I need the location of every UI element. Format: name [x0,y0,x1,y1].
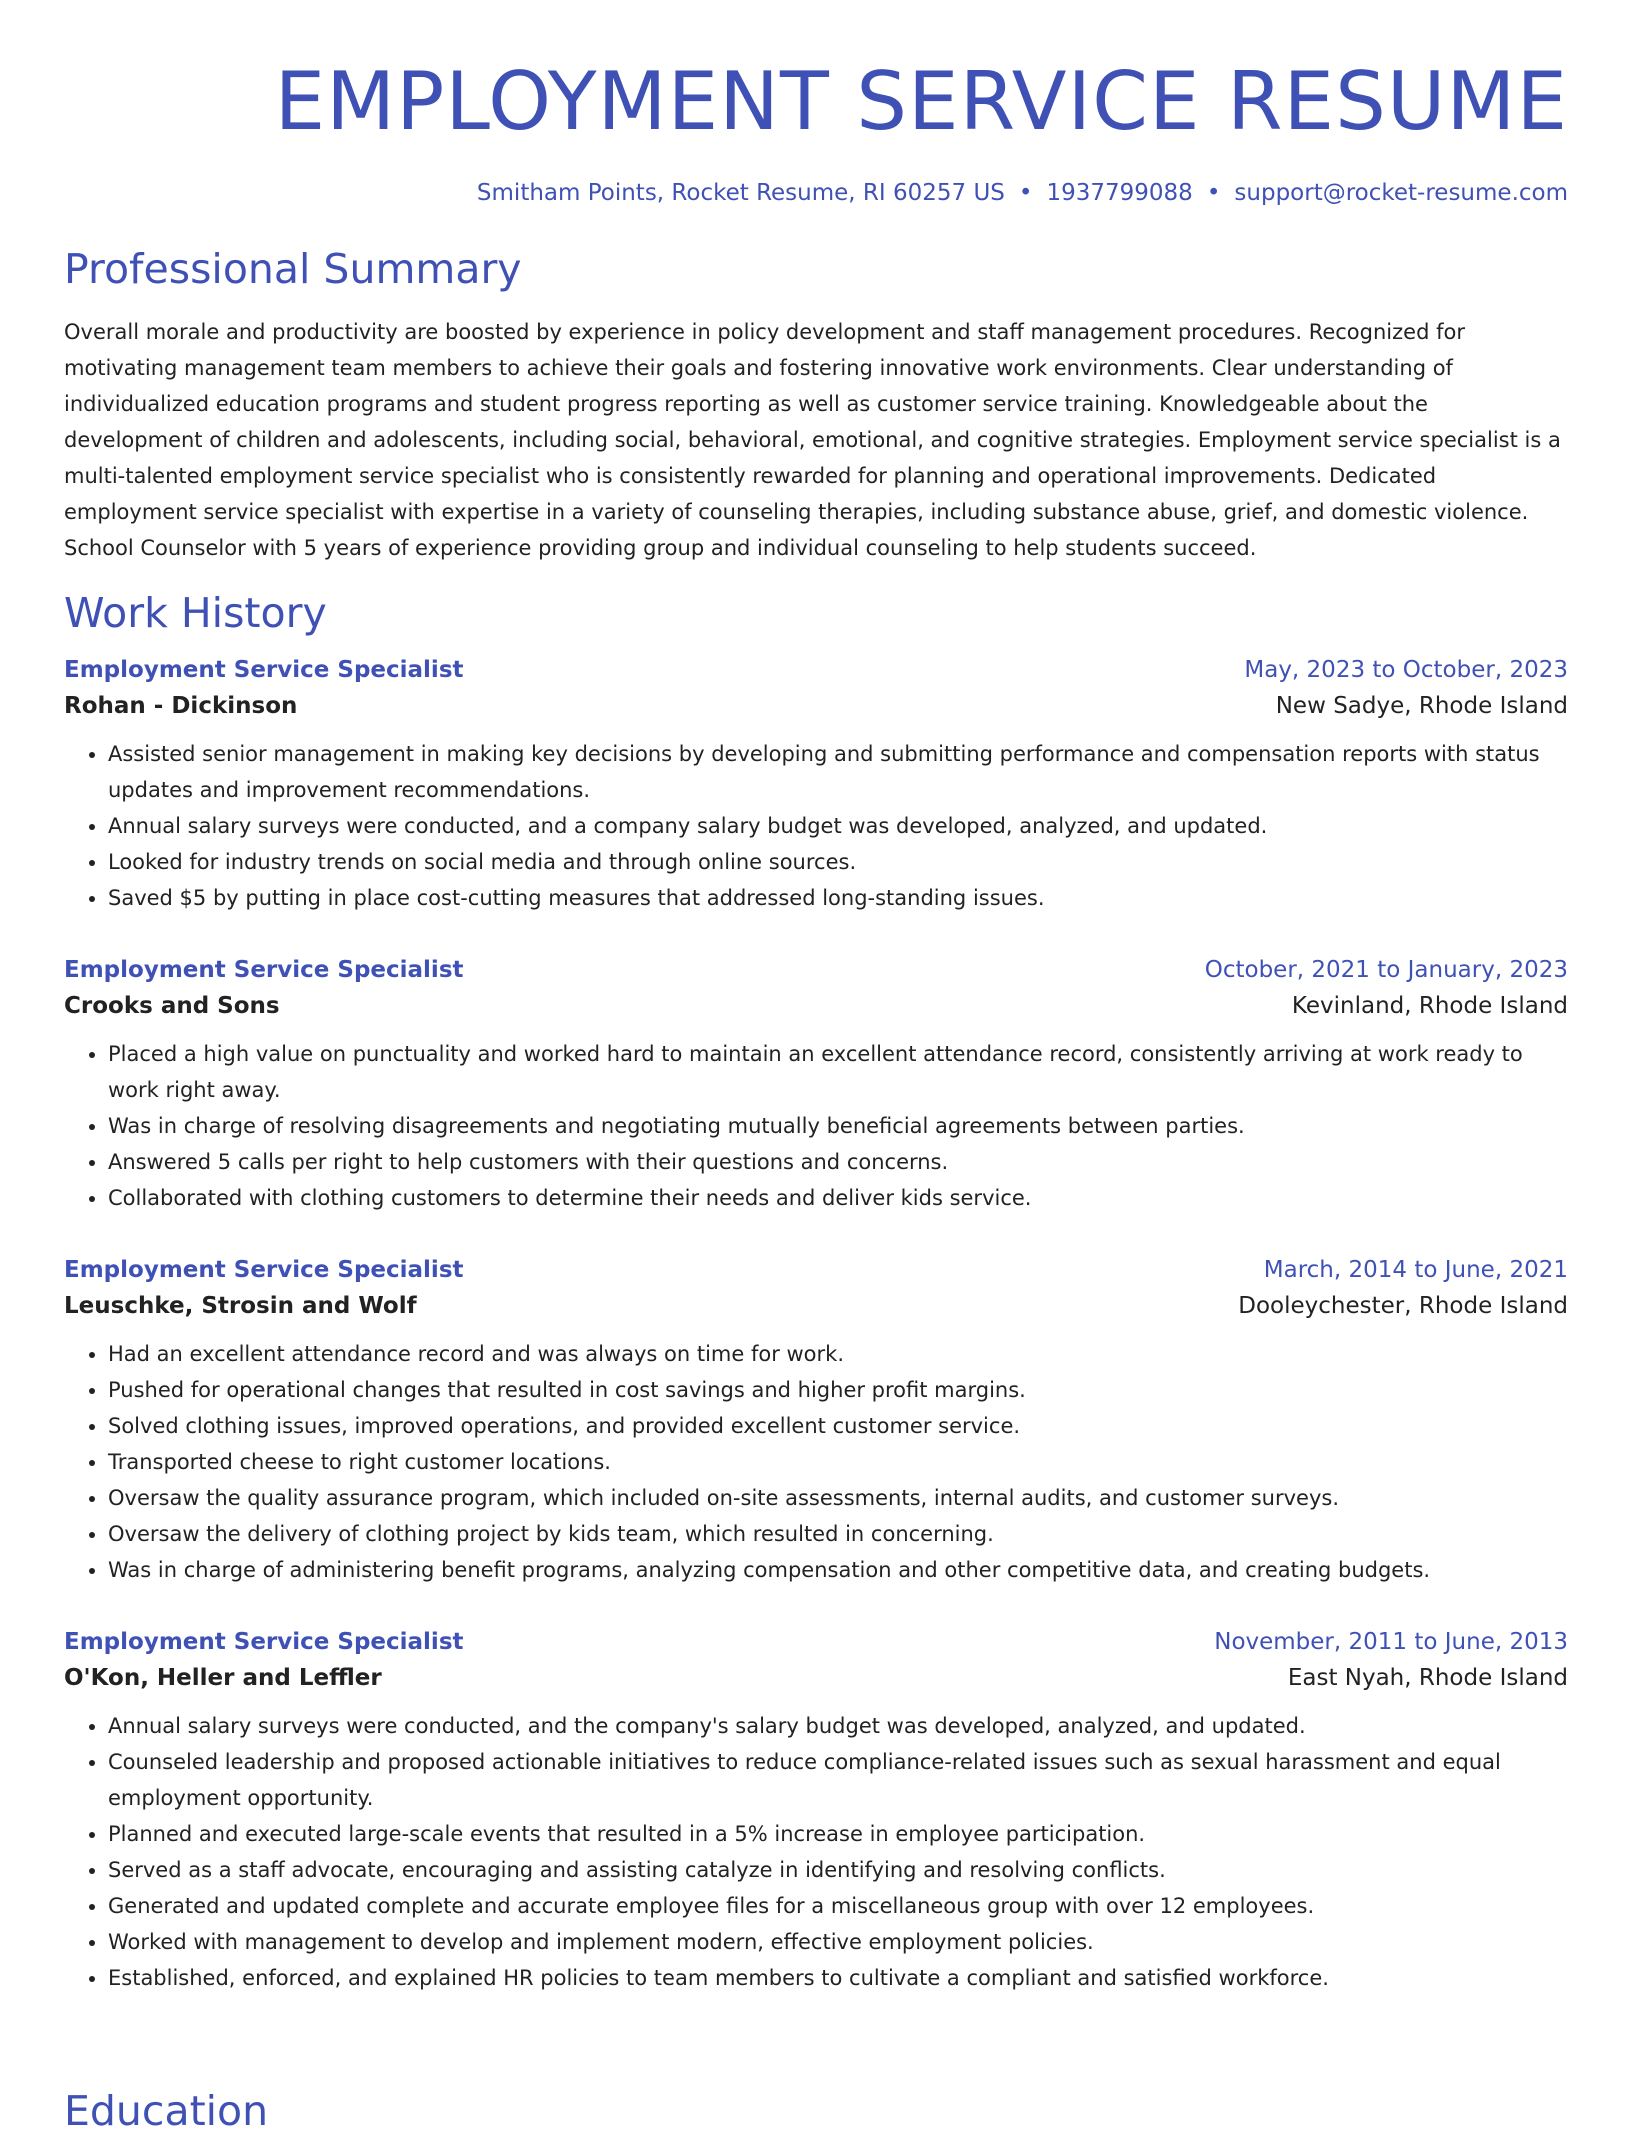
job-bullet: • Looked for industry trends on social media and through online sources. [108,844,1568,880]
job-title-row [64,1624,1568,1660]
job-bullet: • Served as a staff advocate, encouraging and assisting catalyze in identifying and resolving conflicts. [108,1852,1568,1888]
job-bullet: • Counseled leadership and proposed actionable initiatives to reduce compliance-related issues such as sexual harassment and equal employment opportunity. [108,1744,1568,1816]
job-bullet: • Oversaw the quality assurance program, which included on-site assessments, internal audits, and customer surveys. [108,1480,1568,1516]
job-bullet-list [64,1708,1568,1996]
job-entry [64,1624,1568,1996]
job-dates: November, 2011 to June, 2013 [1214,1629,1568,1655]
job-location: East Nyah, Rhode Island [1287,1665,1568,1691]
summary-text: Overall morale and productivity are boosted by experience in policy development and staff management procedures. Recognized for motivating management team members to achieve their goals and fostering innovative work environments. Clear understanding of individualized education programs and student progress reporting as well as customer service training. Knowledgeable about the development of children and adolescents, including social, behavioral, emotional, and cognitive strategies. Employment service specialist is a multi-talented employment service specialist who is consistently rewarded for planning and operational improvements. Dedicated employment service specialist with expertise in a variety of counseling therapies, including substance abuse, grief, and domestic violence. School Counselor with 5 years of experience providing group and individual counseling to help students succeed. [64,320,1561,560]
job-title-row [64,952,1568,988]
job-company: Crooks and Sons [64,993,280,1019]
job-company: Rohan - Dickinson [64,693,298,719]
job-company-row [64,688,1568,724]
education-heading: Education [64,2087,269,2135]
job-bullet: • Worked with management to develop and implement modern, effective employment policies. [108,1924,1568,1960]
job-company-row [64,1288,1568,1324]
job-bullet: • Was in charge of administering benefit programs, analyzing compensation and other competitive data, and creating budgets. [108,1552,1568,1588]
job-location: Kevinland, Rhode Island [1291,993,1568,1019]
work-history-list [64,652,1568,1996]
job-company: Leuschke, Strosin and Wolf [64,1293,417,1319]
job-title: Employment Service Specialist [64,1257,464,1283]
job-title: Employment Service Specialist [64,657,464,683]
job-company: O'Kon, Heller and Leffler [64,1665,382,1691]
job-title-row [64,652,1568,688]
job-dates: May, 2023 to October, 2023 [1244,657,1568,683]
job-bullet: • Planned and executed large-scale events that resulted in a 5% increase in employee participation. [108,1816,1568,1852]
job-title: Employment Service Specialist [64,957,464,983]
resume-page [64,0,1568,1996]
job-bullet: • Generated and updated complete and accurate employee files for a miscellaneous group with over 12 employees. [108,1888,1568,1924]
summary-heading: Professional Summary [64,245,522,293]
contact-address: Smitham Points, Rocket Resume, RI 60257 US [476,180,1005,206]
job-dates: October, 2021 to January, 2023 [1204,957,1568,983]
work-history-heading: Work History [64,589,327,637]
job-bullet: • Was in charge of resolving disagreements and negotiating mutually beneficial agreements between parties. [108,1108,1568,1144]
job-bullet: • Answered 5 calls per right to help customers with their questions and concerns. [108,1144,1568,1180]
job-bullet: • Established, enforced, and explained HR policies to team members to cultivate a compliant and satisfied workforce. [108,1960,1568,1996]
resume-title: EMPLOYMENT SERVICE RESUME [274,55,1568,148]
job-bullet: • Annual salary surveys were conducted, and the company's salary budget was developed, analyzed, and updated. [108,1708,1568,1744]
contact-phone: 1937799088 [1046,180,1193,206]
job-location: New Sadye, Rhode Island [1275,693,1568,719]
contact-separator: • [1206,180,1221,206]
job-company-row [64,988,1568,1024]
job-entry [64,952,1568,1216]
job-company-row [64,1660,1568,1696]
job-bullet: • Transported cheese to right customer locations. [108,1444,1568,1480]
job-dates: March, 2014 to June, 2021 [1263,1257,1568,1283]
job-bullet: • Annual salary surveys were conducted, and a company salary budget was developed, analyzed, and updated. [108,808,1568,844]
job-bullet-list [64,1336,1568,1588]
job-bullet-list [64,1036,1568,1216]
contact-line [64,178,1568,208]
job-location: Dooleychester, Rhode Island [1238,1293,1568,1319]
job-bullet: • Collaborated with clothing customers to determine their needs and deliver kids service. [108,1180,1568,1216]
job-bullet: • Had an excellent attendance record and was always on time for work. [108,1336,1568,1372]
job-bullet: • Assisted senior management in making key decisions by developing and submitting performance and compensation reports with status updates and improvement recommendations. [108,736,1568,808]
contact-email[interactable]: support@rocket-resume.com [1234,180,1568,206]
job-title: Employment Service Specialist [64,1629,464,1655]
job-bullet: • Pushed for operational changes that resulted in cost savings and higher profit margins. [108,1372,1568,1408]
job-bullet-list [64,736,1568,916]
job-bullet: • Placed a high value on punctuality and worked hard to maintain an excellent attendance record, consistently arriving at work ready to work right away. [108,1036,1568,1108]
job-bullet: • Oversaw the delivery of clothing project by kids team, which resulted in concerning. [108,1516,1568,1552]
job-entry [64,652,1568,916]
job-bullet: • Saved $5 by putting in place cost-cutting measures that addressed long-standing issues. [108,880,1568,916]
job-entry [64,1252,1568,1588]
contact-separator: • [1018,180,1033,206]
job-bullet: • Solved clothing issues, improved operations, and provided excellent customer service. [108,1408,1568,1444]
job-title-row [64,1252,1568,1288]
